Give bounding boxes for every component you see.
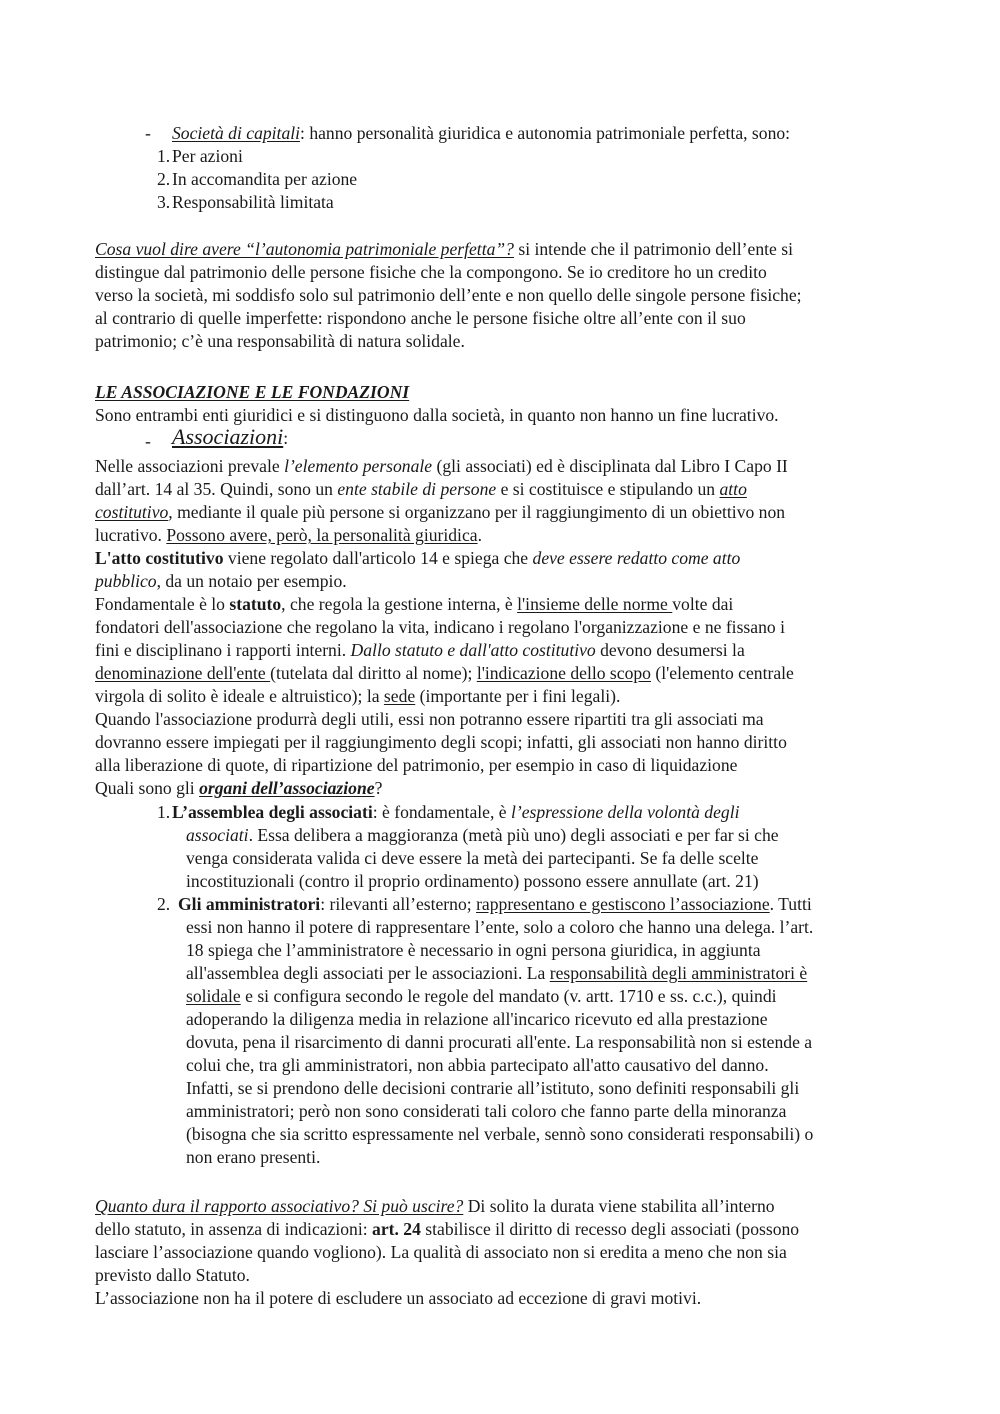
text-span: l’elemento personale	[284, 456, 433, 476]
list-item: In accomandita per azione	[172, 169, 358, 189]
list-number: 2.	[157, 894, 171, 914]
paragraph-line	[95, 1195, 775, 1218]
paragraph-line	[95, 547, 740, 570]
organ-item-line: colui che, tra gli amministratori, non abbia partecipato all'atto causativo del danno.	[186, 1055, 769, 1075]
paragraph-line	[95, 501, 785, 524]
paragraph-line: dovranno essere impiegati per il raggiungimento degli scopi; infatti, gli associati non hanno diritto	[95, 732, 787, 752]
paragraph-line	[95, 593, 733, 616]
text-span: (importante per i fini legali).	[415, 686, 621, 706]
paragraph-line	[95, 455, 788, 478]
organ-item-line: (bisogna che sia scritto espressamente nel verbale, sennò sono considerati responsabili) o	[186, 1124, 814, 1144]
societa-capitali-line	[172, 122, 790, 145]
text-span: , da un notaio per esempio.	[156, 571, 347, 591]
paragraph-line	[95, 524, 482, 547]
organ-item-line	[186, 824, 779, 847]
text-span: dello statuto, in assenza di indicazioni:	[95, 1219, 373, 1239]
text-span: : rilevanti all’esterno;	[320, 894, 477, 914]
associazioni-heading	[172, 425, 288, 450]
paragraph-line: lasciare l’associazione quando vogliono). La qualità di associato non si eredita a meno che non sia	[95, 1242, 787, 1262]
organ-item-line: 18 spiega che l’amministratore è necessario in ogni persona giuridica, in aggiunta	[186, 940, 761, 960]
societa-capitali-text: : hanno personalità giuridica e autonomia patrimoniale perfetta, sono:	[300, 123, 791, 143]
text-span: , che regola la gestione interna, è	[281, 594, 518, 614]
text-span: .	[477, 525, 482, 545]
paragraph-line	[95, 478, 747, 501]
paragraph-line: al contrario di quelle imperfette: rispondono anche le persone fisiche oltre all’ente con il suo	[95, 308, 746, 328]
organ-item-line: Infatti, se si prendono delle decisioni contrarie all’istituto, sono definiti responsabili gli	[186, 1078, 800, 1098]
text-span: ente stabile di persone	[337, 479, 497, 499]
paragraph-line	[95, 777, 382, 800]
section-heading: LE ASSOCIAZIONE E LE FONDAZIONI	[95, 382, 410, 402]
paragraph-line	[95, 570, 347, 593]
organ-item-line: non erano presenti.	[186, 1147, 321, 1167]
paragraph-line	[95, 238, 793, 261]
paragraph-line	[95, 662, 794, 685]
organ-item-line	[172, 801, 739, 824]
text-span: Dallo statuto e dall'atto costitutivo	[350, 640, 596, 660]
text-span: (gli associati) ed è disciplinata dal Libro I Capo II	[432, 456, 788, 476]
text-span: virgola di solito è ideale e altruistico); la	[95, 686, 384, 706]
organ-item-line: incostituzionali (contro il proprio ordinamento) possono essere annullate (art. 21)	[186, 871, 759, 891]
bullet-dash: -	[145, 123, 151, 143]
paragraph-line: alla liberazione di quote, di ripartizione del patrimonio, per esempio in caso di liquidazione	[95, 755, 738, 775]
paragraph-line: Quando l'associazione produrrà degli utili, essi non potranno essere ripartiti tra gli associati ma	[95, 709, 764, 729]
text-span: all'assemblea degli associati per le associazioni. La	[186, 963, 550, 983]
list-item: Responsabilità limitata	[172, 192, 334, 212]
organ-item-line	[186, 985, 777, 1008]
paragraph-line: fondatori dell'associazione che regolano la vita, indicano i regolano l'organizzazione e ne fissano i	[95, 617, 785, 637]
organ-item-line	[186, 962, 807, 985]
text-span: L’assemblea degli associati	[172, 802, 373, 822]
text-span: art. 24	[372, 1219, 421, 1239]
text-span: viene regolato dall'articolo 14 e spiega che	[223, 548, 533, 568]
text-span: stabilisce il diritto di recesso degli associati (possono	[420, 1219, 800, 1239]
paragraph-line	[95, 639, 745, 662]
paragraph-line: previsto dallo Statuto.	[95, 1265, 250, 1285]
text-span: si intende che il patrimonio dell’ente si	[513, 239, 793, 259]
text-span: deve essere redatto come atto	[532, 548, 741, 568]
text-span: Fondamentale è lo	[95, 594, 230, 614]
text-span: associati	[186, 825, 249, 845]
text-span: Quali sono gli	[95, 778, 200, 798]
text-span: fini e disciplinano i rapporti interni.	[95, 640, 351, 660]
paragraph-line: Sono entrambi enti giuridici e si distinguono dalla società, in quanto non hanno un fine lucrativo.	[95, 405, 779, 425]
organ-item-line: amministratori; però non sono considerati tali coloro che fanno parte della minoranza	[186, 1101, 787, 1121]
text-span: dall’art. 14 al 35. Quindi, sono un	[95, 479, 338, 499]
text-span: volte dai	[672, 594, 734, 614]
text-span: :	[283, 428, 289, 448]
paragraph-line	[95, 685, 620, 708]
text-span: ?	[374, 778, 383, 798]
associazioni-title: Associazioni	[172, 424, 284, 449]
list-number: 1.	[157, 146, 171, 166]
paragraph-line: L’associazione non ha il potere di escludere un associato ad eccezione di gravi motivi.	[95, 1288, 702, 1308]
text-span: solidale	[186, 986, 241, 1006]
text-span: l'indicazione dello scopo	[476, 663, 651, 683]
paragraph-line: patrimonio; c’è una responsabilità di natura solidale.	[95, 331, 465, 351]
organ-item-line: dovuta, pena il risarcimento di danni procurati all'ente. La responsabilità non si estende a	[186, 1032, 813, 1052]
organ-item-line: venga considerata valida ci deve essere la metà dei partecipanti. Se fa delle scelte	[186, 848, 759, 868]
text-span: (tutelata dal diritto al nome);	[270, 663, 477, 683]
text-span: sede	[383, 686, 416, 706]
organ-item-line: essi non hanno il potere di rappresentare l’ente, solo a coloro che hanno una delega. l’art.	[186, 917, 814, 937]
text-span: e si costituisce e stipulando un	[496, 479, 720, 499]
text-span: costitutivo	[95, 502, 169, 522]
societa-capitali-label: Società di capitali	[172, 123, 301, 143]
text-span: responsabilità degli amministratori è	[549, 963, 808, 983]
list-number: 1.	[157, 802, 171, 822]
text-span: denominazione dell'ente	[95, 663, 271, 683]
paragraph-line: distingue dal patrimonio delle persone fisiche che la compongono. Se io creditore ho un credito	[95, 262, 767, 282]
organ-item-line	[178, 893, 812, 916]
text-span: pubblico	[95, 571, 157, 591]
text-span: . Tutti	[769, 894, 812, 914]
text-span: . Essa delibera a maggioranza (metà più uno) degli associati e per far si che	[248, 825, 779, 845]
text-span: : è fondamentale, è	[372, 802, 511, 822]
list-number: 2.	[157, 169, 171, 189]
bullet-dash: -	[145, 431, 151, 451]
text-span: l'insieme delle norme	[517, 594, 673, 614]
list-number: 3.	[157, 192, 171, 212]
text-span: organi dell’associazione	[199, 778, 375, 798]
organ-item-line: adoperando la diligenza media in relazione all'incarico ricevuto ed alla prestazione	[186, 1009, 768, 1029]
text-span: Di solito la durata viene stabilita all’interno	[463, 1196, 775, 1216]
text-span: , mediante il quale più persone si organizzano per il raggiungimento di un obiettivo non	[168, 502, 786, 522]
text-span: l’espressione della volontà degli	[510, 802, 740, 822]
list-item: Per azioni	[172, 146, 243, 166]
text-span: L'atto costitutivo	[95, 548, 224, 568]
paragraph-line	[95, 1218, 799, 1241]
text-span: rappresentano e gestiscono l’associazione	[476, 894, 770, 914]
text-span: lucrativo.	[95, 525, 167, 545]
question-text: Quanto dura il rapporto associativo? Si può uscire?	[95, 1196, 464, 1216]
text-span: devono desumersi la	[595, 640, 745, 660]
question-text: Cosa vuol dire avere “l’autonomia patrimoniale perfetta”?	[95, 239, 514, 259]
text-span: (l'elemento centrale	[650, 663, 794, 683]
text-span: Nelle associazioni prevale	[95, 456, 285, 476]
text-span: statuto	[229, 594, 282, 614]
text-span: Possono avere, però, la personalità giuridica	[166, 525, 478, 545]
paragraph-line: verso la società, mi soddisfo solo sul patrimonio dell’ente e non quello delle singole persone fisiche;	[95, 285, 802, 305]
text-span: Gli amministratori	[178, 894, 321, 914]
text-span: atto	[719, 479, 747, 499]
text-span: e si configura secondo le regole del mandato (v. artt. 1710 e ss. c.c.), quindi	[240, 986, 777, 1006]
